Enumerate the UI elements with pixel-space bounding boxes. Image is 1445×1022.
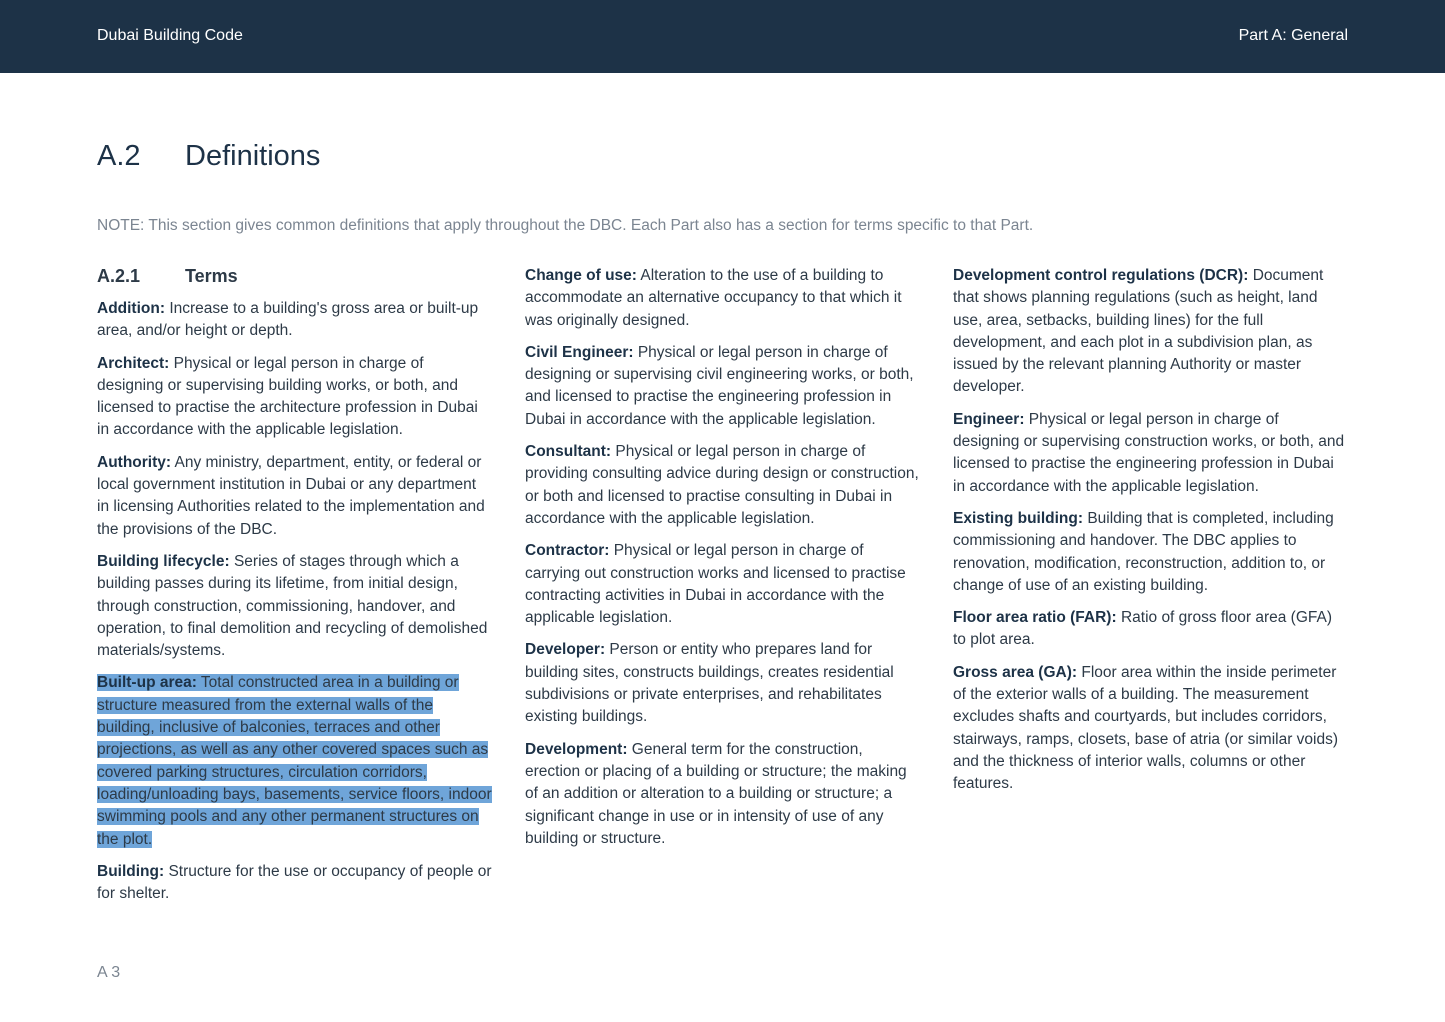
definition-term: Contractor: — [525, 542, 610, 560]
definition-building[interactable] — [97, 861, 492, 906]
definition-text: Document that shows planning regulations (such as height, land use, area, setbacks, building lines) for the full development, and each plot in a subdivision plan, as issued by the relevant planning Authority or master developer. — [953, 267, 1324, 396]
definition-term: Building lifecycle: — [97, 552, 230, 570]
definition-term: Building: — [97, 862, 165, 880]
definition-far[interactable] — [953, 607, 1348, 652]
part-title: Part A: General — [1238, 27, 1348, 44]
definition-text: Any ministry, department, entity, or federal or local government institution in Dubai or any department in licensing Authorities related to the implementation and the provisions of the DBC. — [97, 453, 485, 538]
definition-text: Increase to a building's gross area or built-up area, and/or height or depth. — [97, 300, 479, 340]
definition-development[interactable] — [525, 739, 920, 850]
definition-text: Floor area within the inside perimeter of the exterior walls of a building. The measurement excludes shafts and courtyards, but includes corridors, stairways, ramps, closets, base of atria (or similar voids) and the thickness of interior walls, columns or other features. — [953, 663, 1339, 793]
definition-civil-engineer[interactable] — [525, 342, 920, 431]
definitions-column-3 — [953, 265, 1348, 806]
definition-text: Physical or legal person in charge of carrying out construction works and licensed to practise contracting activities in Dubai in accordance with the applicable legislation. — [525, 542, 906, 627]
subsection-number: A.2.1 — [97, 266, 141, 286]
definition-term: Civil Engineer: — [525, 343, 634, 361]
definition-text: Physical or legal person in charge of designing or supervising civil engineering works, or both, and licensed to practise the engineering profession in Dubai in accordance with the applicable legislation. — [525, 343, 914, 428]
definition-term: Engineer: — [953, 410, 1025, 428]
definition-text: Total constructed area in a building or structure measured from the external walls of the building, inclusive of balconies, terraces and other projections, as well as any other covered spaces such as covered parking structures, circulation corridors, loading/unloading bays, basements, service floors, indoor swimming pools and any other permanent structures on the plot. — [97, 674, 492, 848]
definition-engineer[interactable] — [953, 409, 1348, 498]
subsection-heading — [97, 265, 492, 288]
section-number: A.2 — [97, 140, 141, 172]
definition-text: Alteration to the use of a building to accommodate an alternative occupancy to that which it was originally designed. — [525, 267, 902, 329]
subsection-title: Terms — [185, 266, 238, 286]
definition-addition[interactable] — [97, 298, 492, 343]
definition-term: Consultant: — [525, 443, 612, 461]
definition-term: Existing building: — [953, 509, 1084, 527]
definition-text: General term for the construction, erection or placing of a building or structure; the making of an addition or alteration to a building or structure; a significant change in use or in intensity of use of any building or structure. — [525, 740, 907, 847]
definition-term: Developer: — [525, 641, 606, 659]
definition-text: Physical or legal person in charge of designing or supervising building works, or both, and licensed to practise the architecture profession in Dubai in accordance with the applicable legislation. — [97, 354, 478, 439]
section-heading — [97, 140, 320, 173]
definition-existing-building[interactable] — [953, 508, 1348, 597]
section-note: NOTE: This section gives common definitions that apply throughout the DBC. Each Part also has a section for terms specific to that Part. — [97, 217, 1034, 234]
definition-term: Addition: — [97, 300, 166, 317]
definition-text: Physical or legal person in charge of providing consulting advice during design or construction, or both and licensed to practise consulting in Dubai in accordance with the applicable legislation. — [525, 443, 919, 527]
definition-change-of-use[interactable] — [525, 265, 920, 332]
definition-term: Architect: — [97, 354, 170, 372]
definition-text: Building that is completed, including commissioning and handover. The DBC applies to renovation, modification, reconstruction, addition to, or change of use of an existing building. — [953, 509, 1334, 594]
definition-dcr[interactable] — [953, 265, 1348, 399]
definition-architect[interactable] — [97, 353, 492, 442]
definition-term: Development control regulations (DCR): — [953, 267, 1249, 284]
definition-text: Series of stages through which a building passes during its lifetime, from initial design, through construction, commissioning, handover, and operation, to final demolition and recycling of demolished materials/systems. — [97, 552, 488, 660]
definition-built-up-area-selected[interactable] — [97, 672, 492, 850]
definition-building-lifecycle[interactable] — [97, 551, 492, 662]
definition-text: Person or entity who prepares land for building sites, constructs buildings, creates residential subdivisions or private enterprises, and rehabilitates existing buildings. — [525, 641, 894, 726]
definitions-column-1 — [97, 265, 492, 915]
definition-authority[interactable] — [97, 452, 492, 541]
page-number: A 3 — [97, 964, 121, 981]
definitions-column-2 — [525, 265, 920, 860]
definition-text: Physical or legal person in charge of designing or supervising construction works, or both, and licensed to practise the engineering profession in Dubai in accordance with the applicable legislation. — [953, 410, 1345, 495]
section-title: Definitions — [185, 140, 321, 172]
definition-consultant[interactable] — [525, 441, 920, 530]
definition-term: Gross area (GA): — [953, 663, 1078, 681]
document-title: Dubai Building Code — [97, 27, 243, 44]
definition-term: Floor area ratio (FAR): — [953, 609, 1117, 627]
definition-term: Change of use: — [525, 267, 637, 284]
definition-gross-area[interactable] — [953, 662, 1348, 796]
page-header — [0, 0, 1445, 73]
definition-developer[interactable] — [525, 639, 920, 728]
definition-term: Authority: — [97, 453, 172, 471]
definition-contractor[interactable] — [525, 540, 920, 629]
definition-term: Built-up area: — [97, 674, 197, 692]
definition-text: Ratio of gross floor area (GFA) to plot area. — [953, 609, 1332, 649]
definition-text: Structure for the use or occupancy of people or for shelter. — [97, 862, 492, 903]
definition-term: Development: — [525, 740, 628, 758]
